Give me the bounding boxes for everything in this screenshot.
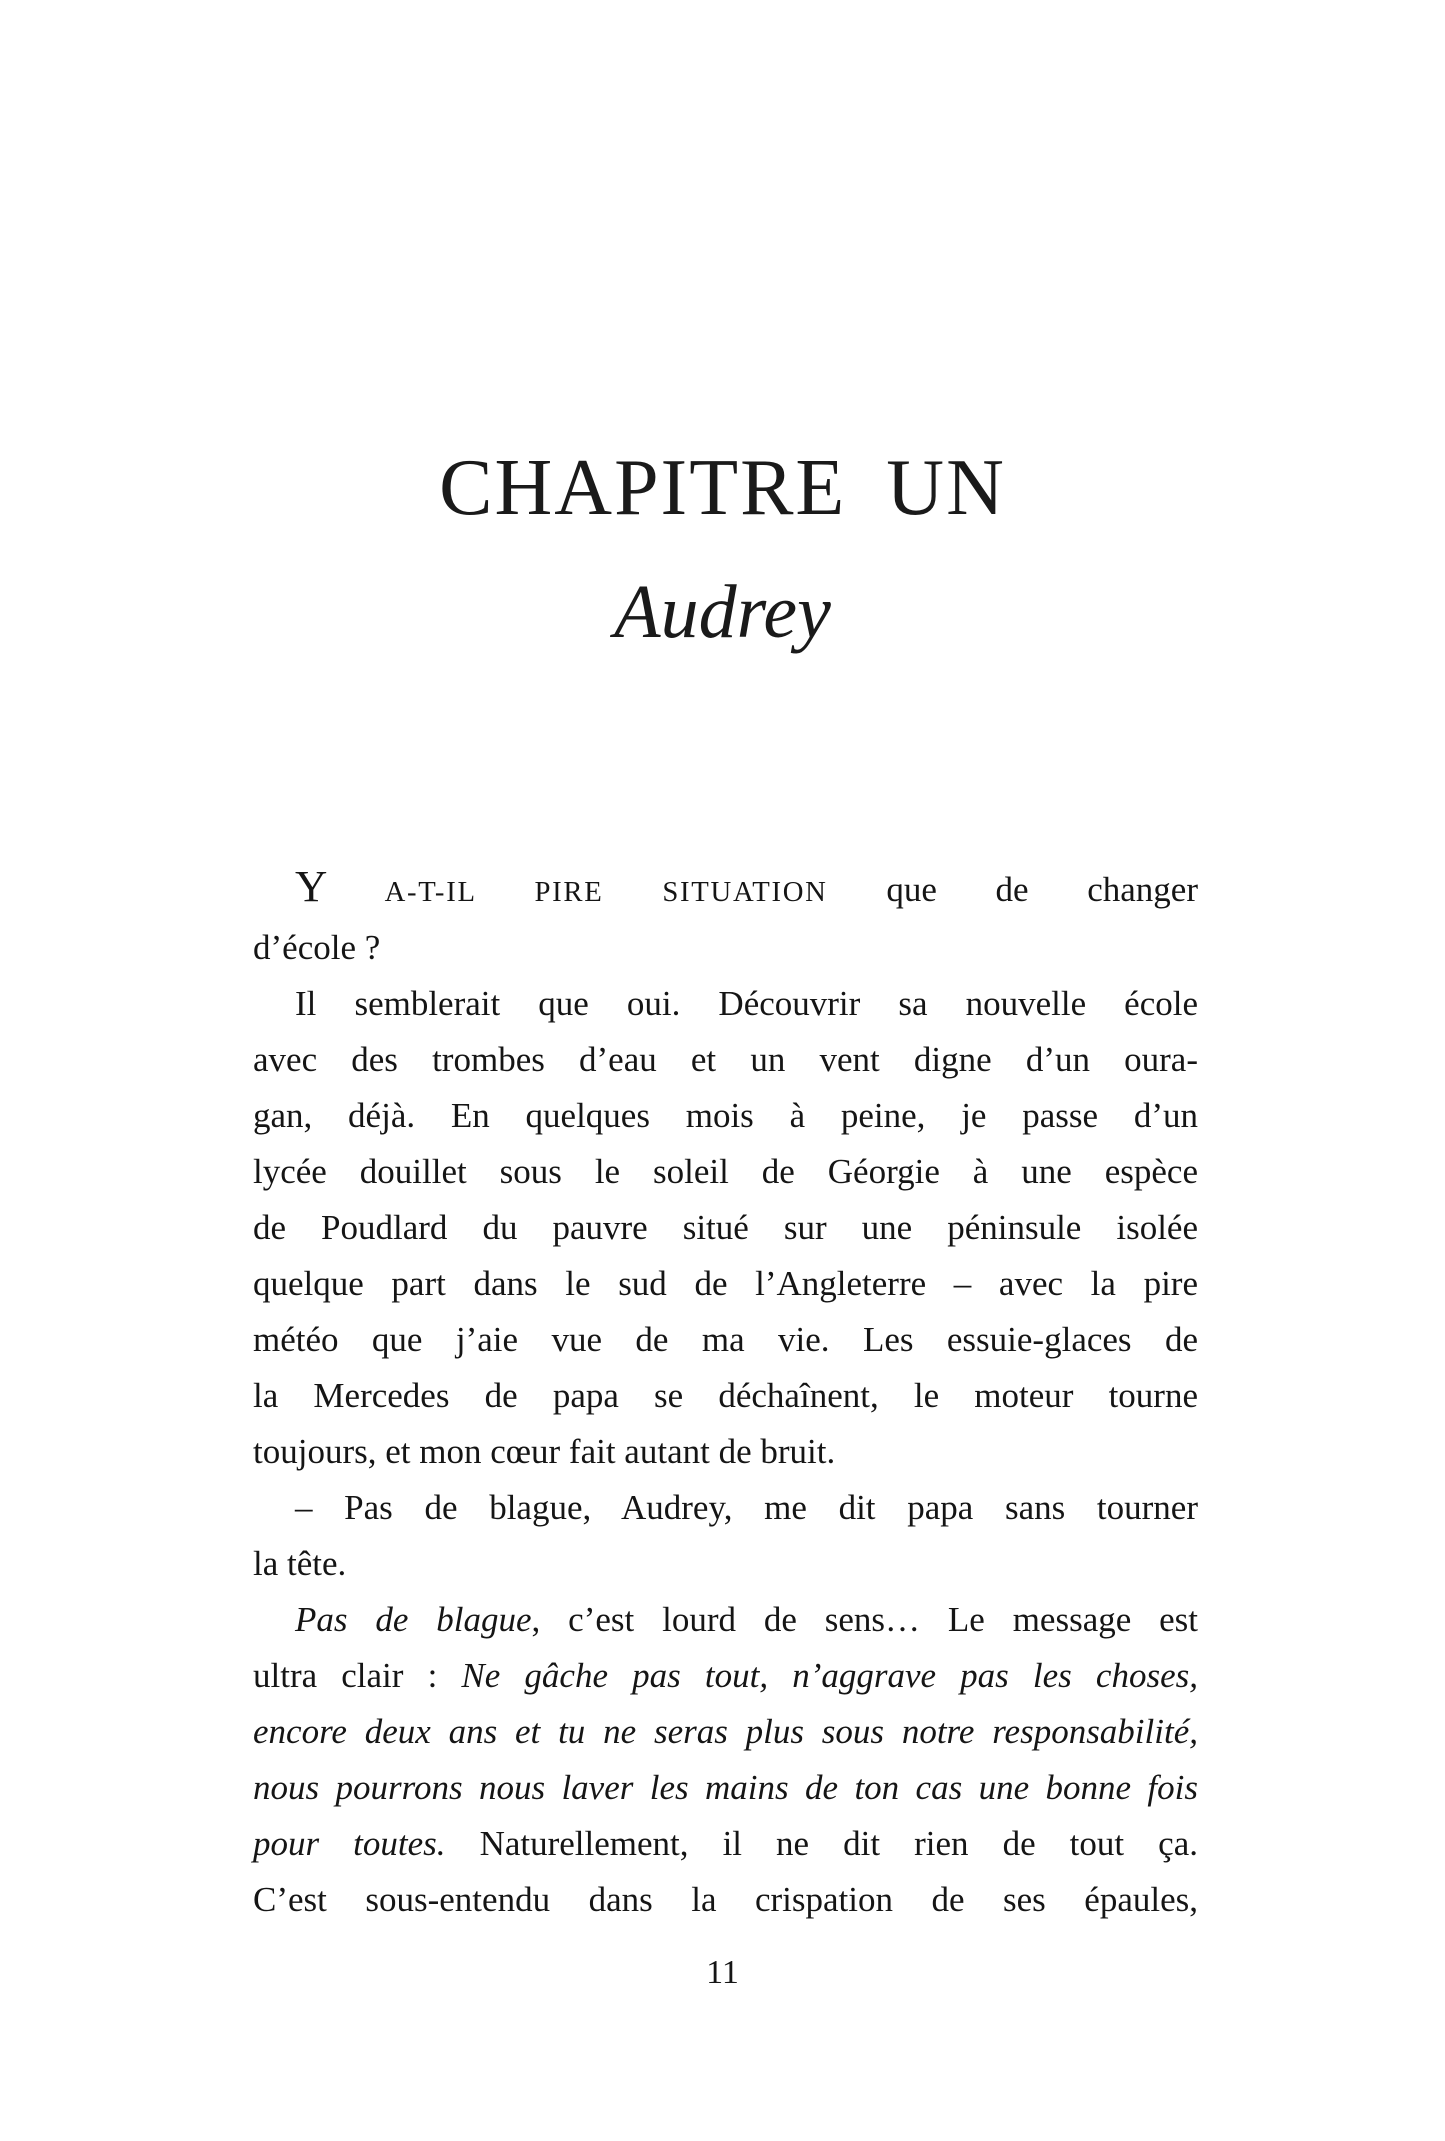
- text-line: [253, 858, 1198, 920]
- text-line: [253, 920, 1198, 976]
- text-line: [253, 1424, 1198, 1480]
- text-segment: avec des trombes d’eau et un vent digne d’un oura-: [253, 1040, 1198, 1079]
- italic-text-segment: Ne gâche pas tout, n’aggrave pas les choses,: [461, 1656, 1198, 1695]
- text-segment: la Mercedes de papa se déchaînent, le moteur tourne: [253, 1376, 1198, 1415]
- text-segment: gan, déjà. En quelques mois à peine, je passe d’un: [253, 1096, 1198, 1135]
- italic-text-segment: encore deux ans et tu ne seras plus sous notre responsabilité,: [253, 1712, 1198, 1751]
- text-segment: lycée douillet sous le soleil de Géorgie à une espèce: [253, 1152, 1198, 1191]
- chapter-heading: CHAPITRE UN: [439, 444, 1006, 532]
- text-line: [253, 1144, 1198, 1200]
- italic-text-segment: nous pourrons nous laver les mains de ton cas une bonne fois: [253, 1768, 1198, 1807]
- page-number: 11: [706, 1954, 739, 1991]
- text-line: [253, 1312, 1198, 1368]
- text-segment: météo que j’aie vue de ma vie. Les essuie-glaces de: [253, 1320, 1198, 1359]
- text-line: [253, 1032, 1198, 1088]
- text-line: [253, 1872, 1198, 1928]
- text-segment: – Pas de blague, Audrey, me dit papa sans tourner: [295, 1488, 1198, 1527]
- body-text: [253, 858, 1198, 1928]
- chapter-header: [0, 444, 1445, 654]
- text-line: [253, 976, 1198, 1032]
- text-line: [253, 1592, 1198, 1648]
- text-line: [253, 1704, 1198, 1760]
- text-segment: Y: [295, 861, 328, 911]
- italic-text-segment: Pas de blague: [295, 1600, 532, 1639]
- text-line: [253, 1648, 1198, 1704]
- page-footer: [0, 1956, 1445, 1990]
- text-line: [253, 1760, 1198, 1816]
- text-segment: ultra clair :: [253, 1656, 462, 1695]
- text-segment: Il semblerait que oui. Découvrir sa nouvelle école: [295, 984, 1198, 1023]
- text-line: [253, 1256, 1198, 1312]
- text-line: [253, 1536, 1198, 1592]
- text-segment: C’est sous-entendu dans la crispation de ses épaules,: [253, 1880, 1198, 1919]
- text-segment: la tête.: [253, 1544, 347, 1583]
- text-segment: d’école ?: [253, 928, 381, 967]
- text-line: [253, 1088, 1198, 1144]
- chapter-title: Audrey: [614, 570, 831, 654]
- text-line: [253, 1480, 1198, 1536]
- italic-text-segment: pour toutes.: [253, 1824, 446, 1863]
- text-segment: Naturellement, il ne dit rien de tout ça.: [445, 1824, 1198, 1863]
- text-line: [253, 1368, 1198, 1424]
- text-segment: quelque part dans le sud de l’Angleterre – avec la pire: [253, 1264, 1198, 1303]
- text-line: [253, 1200, 1198, 1256]
- text-segment: toujours, et mon cœur fait autant de bruit.: [253, 1432, 836, 1471]
- text-segment: A-T-IL PIRE SITUATION: [327, 876, 828, 908]
- text-segment: de Poudlard du pauvre situé sur une péninsule isolée: [253, 1208, 1198, 1247]
- text-line: [253, 1816, 1198, 1872]
- text-segment: que de changer: [827, 870, 1198, 909]
- text-segment: , c’est lourd de sens… Le message est: [531, 1600, 1199, 1639]
